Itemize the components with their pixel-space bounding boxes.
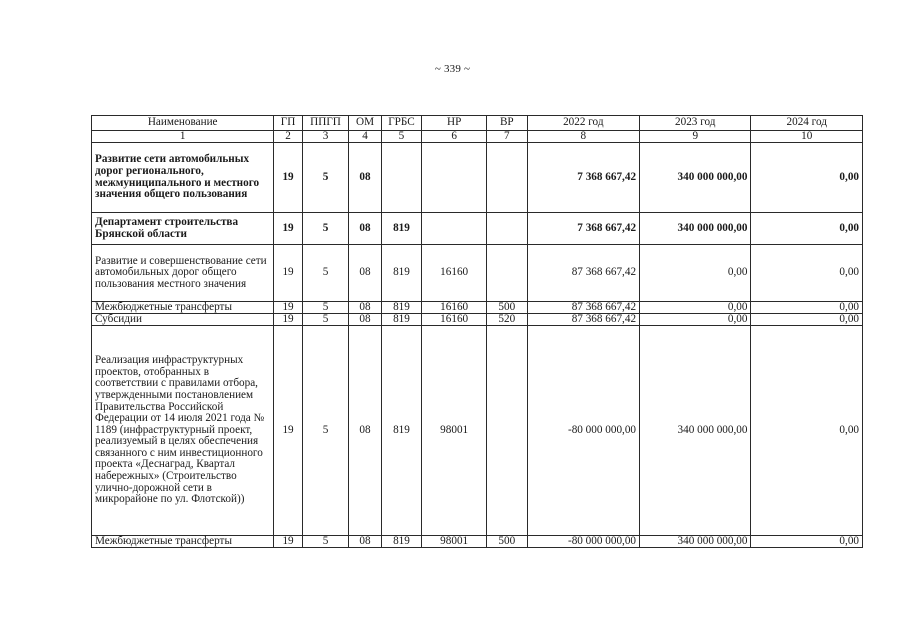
cell-2024: 0,00 <box>751 213 863 245</box>
column-number-row <box>92 131 863 143</box>
cell-2023: 340 000 000,00 <box>640 326 751 536</box>
cell-ppgp: 5 <box>302 536 349 548</box>
cell-nr: 16160 <box>422 314 487 326</box>
cell-nr <box>422 143 487 213</box>
column-header-vr: ВР <box>487 116 528 131</box>
cell-om: 08 <box>349 213 381 245</box>
cell-vr <box>487 143 528 213</box>
column-number: 2 <box>274 131 302 143</box>
column-header-2022: 2022 год <box>527 116 639 131</box>
column-header-nr: НР <box>422 116 487 131</box>
column-number: 10 <box>751 131 863 143</box>
row-name: Субсидии <box>92 314 274 326</box>
cell-2022: 87 368 667,42 <box>527 314 639 326</box>
cell-2022: 7 368 667,42 <box>527 213 639 245</box>
cell-grbs: 819 <box>381 245 422 302</box>
row-name: Развитие и совершенствование сети автомобильных дорог общего пользования местного значения <box>92 245 274 302</box>
cell-2023: 340 000 000,00 <box>640 536 751 548</box>
table-row <box>92 302 863 314</box>
column-number: 3 <box>302 131 349 143</box>
cell-2024: 0,00 <box>751 326 863 536</box>
row-name: Развитие сети автомобильных дорог регионального, межмуниципального и местного значения общего пользования <box>92 143 274 213</box>
column-header-gp: ГП <box>274 116 302 131</box>
cell-ppgp: 5 <box>302 245 349 302</box>
cell-om: 08 <box>349 302 381 314</box>
cell-gp: 19 <box>274 536 302 548</box>
cell-2023: 340 000 000,00 <box>640 143 751 213</box>
cell-2023: 0,00 <box>640 314 751 326</box>
cell-grbs: 819 <box>381 213 422 245</box>
cell-nr: 16160 <box>422 245 487 302</box>
cell-grbs: 819 <box>381 314 422 326</box>
cell-om: 08 <box>349 536 381 548</box>
cell-gp: 19 <box>274 213 302 245</box>
cell-nr: 16160 <box>422 302 487 314</box>
table-row <box>92 314 863 326</box>
cell-2024: 0,00 <box>751 314 863 326</box>
cell-gp: 19 <box>274 245 302 302</box>
cell-2022: 87 368 667,42 <box>527 302 639 314</box>
table-row <box>92 143 863 213</box>
row-name: Межбюджетные трансферты <box>92 536 274 548</box>
column-header-ppgp: ППГП <box>302 116 349 131</box>
cell-2022: -80 000 000,00 <box>527 326 639 536</box>
cell-vr: 500 <box>487 536 528 548</box>
cell-gp: 19 <box>274 314 302 326</box>
column-header-2024: 2024 год <box>751 116 863 131</box>
cell-ppgp: 5 <box>302 213 349 245</box>
column-header-name: Наименование <box>92 116 274 131</box>
cell-grbs: 819 <box>381 326 422 536</box>
cell-2022: -80 000 000,00 <box>527 536 639 548</box>
cell-2024: 0,00 <box>751 143 863 213</box>
table-row <box>92 536 863 548</box>
cell-om: 08 <box>349 143 381 213</box>
cell-2023: 340 000 000,00 <box>640 213 751 245</box>
cell-nr: 98001 <box>422 326 487 536</box>
column-header-2023: 2023 год <box>640 116 751 131</box>
budget-table <box>91 115 863 548</box>
row-name: Межбюджетные трансферты <box>92 302 274 314</box>
cell-grbs: 819 <box>381 302 422 314</box>
cell-gp: 19 <box>274 302 302 314</box>
cell-2023: 0,00 <box>640 245 751 302</box>
table-row <box>92 326 863 536</box>
cell-ppgp: 5 <box>302 302 349 314</box>
cell-vr: 500 <box>487 302 528 314</box>
column-number: 1 <box>92 131 274 143</box>
cell-ppgp: 5 <box>302 143 349 213</box>
cell-vr: 520 <box>487 314 528 326</box>
cell-nr <box>422 213 487 245</box>
header-row <box>92 116 863 131</box>
cell-2024: 0,00 <box>751 302 863 314</box>
column-number: 7 <box>487 131 528 143</box>
cell-2023: 0,00 <box>640 302 751 314</box>
cell-grbs <box>381 143 422 213</box>
column-number: 5 <box>381 131 422 143</box>
cell-vr <box>487 326 528 536</box>
cell-2024: 0,00 <box>751 536 863 548</box>
page-number: ~ 339 ~ <box>434 63 471 75</box>
cell-gp: 19 <box>274 143 302 213</box>
column-number: 6 <box>422 131 487 143</box>
cell-grbs: 819 <box>381 536 422 548</box>
column-number: 4 <box>349 131 381 143</box>
cell-gp: 19 <box>274 326 302 536</box>
cell-2022: 7 368 667,42 <box>527 143 639 213</box>
cell-ppgp: 5 <box>302 326 349 536</box>
cell-vr <box>487 213 528 245</box>
column-number: 9 <box>640 131 751 143</box>
column-header-grbs: ГРБС <box>381 116 422 131</box>
cell-om: 08 <box>349 245 381 302</box>
row-name: Департамент строительства Брянской области <box>92 213 274 245</box>
table-row <box>92 245 863 302</box>
row-name: Реализация инфраструктурных проектов, отобранных в соответствии с правилами отбора, утвержденными постановлением Правительства Российской Федерации от 14 июля 2021 года № 1189 (инфраструктурный проект, реализуемый в целях обеспечения связанного с ним инвестиционного проекта «Деснаград, Квартал набережных» (Строительство улично-дорожной сети в микрорайоне по ул. Флотской)) <box>92 326 274 536</box>
column-number: 8 <box>527 131 639 143</box>
column-header-om: ОМ <box>349 116 381 131</box>
cell-vr <box>487 245 528 302</box>
cell-2024: 0,00 <box>751 245 863 302</box>
table-row <box>92 213 863 245</box>
cell-om: 08 <box>349 326 381 536</box>
cell-om: 08 <box>349 314 381 326</box>
cell-ppgp: 5 <box>302 314 349 326</box>
cell-nr: 98001 <box>422 536 487 548</box>
cell-2022: 87 368 667,42 <box>527 245 639 302</box>
